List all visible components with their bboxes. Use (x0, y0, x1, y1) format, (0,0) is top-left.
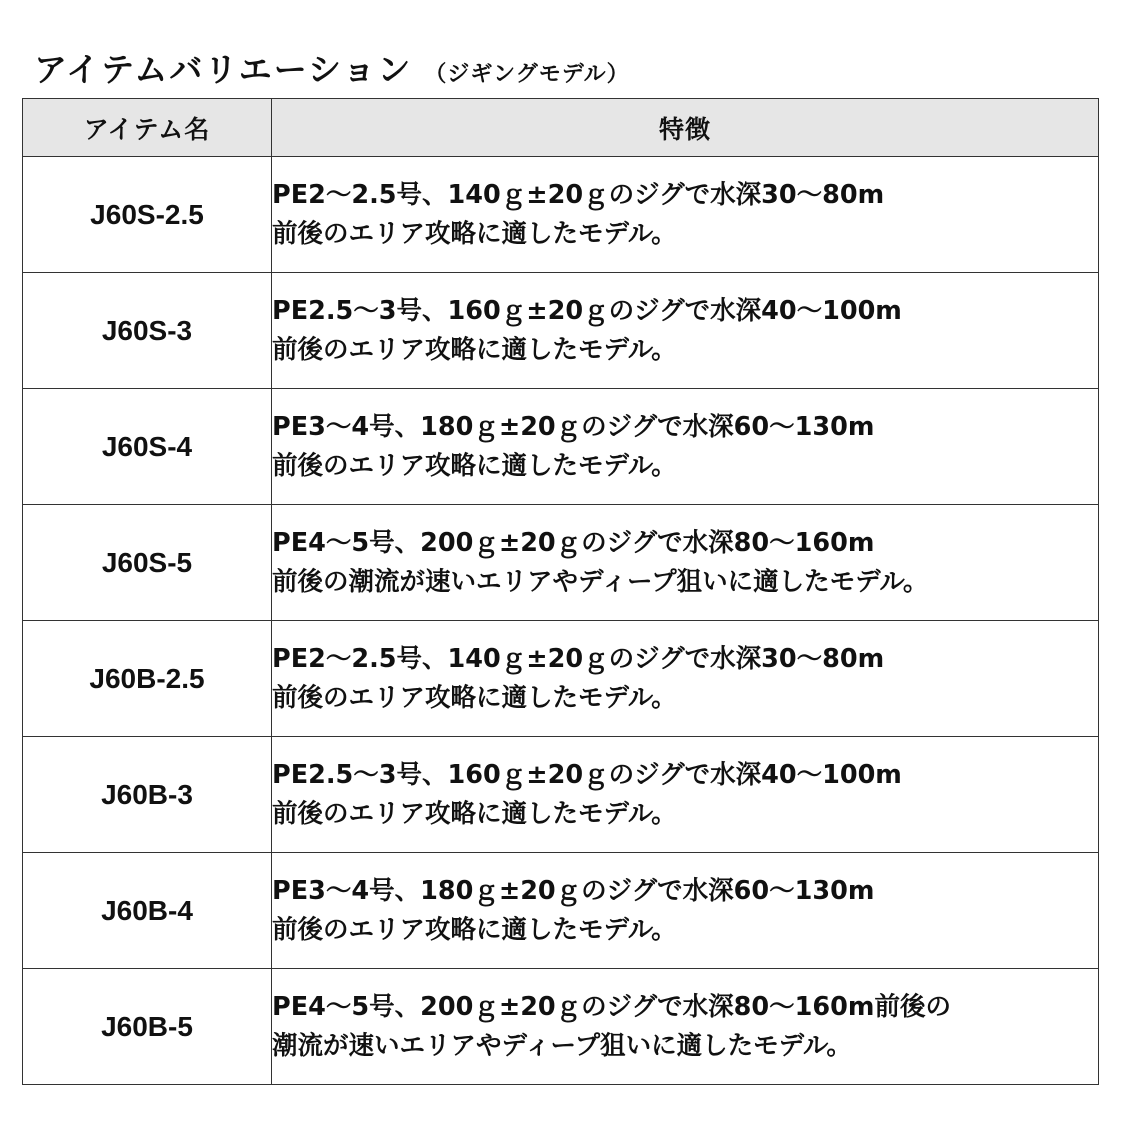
column-header-item-name: アイテム名 (23, 99, 272, 157)
item-feature-cell (272, 621, 1099, 737)
table-row (23, 505, 1099, 621)
feature-line: PE2〜2.5号、140ｇ±20ｇのジグで水深30〜80m (272, 179, 885, 210)
item-feature-cell (272, 505, 1099, 621)
feature-line: 前後のエリア攻略に適したモデル。 (272, 218, 677, 249)
feature-line: 前後のエリア攻略に適したモデル。 (272, 450, 677, 481)
item-feature-cell (272, 157, 1099, 273)
table-row (23, 969, 1099, 1085)
page-title (34, 44, 630, 94)
item-feature-cell (272, 389, 1099, 505)
feature-line: PE3〜4号、180ｇ±20ｇのジグで水深60〜130m (272, 875, 875, 906)
feature-line: 前後のエリア攻略に適したモデル。 (272, 798, 677, 829)
item-name-cell: J60S-3 (23, 273, 272, 389)
table-row (23, 737, 1099, 853)
table-row (23, 273, 1099, 389)
item-feature-cell (272, 969, 1099, 1085)
table-row (23, 621, 1099, 737)
feature-line: PE2.5〜3号、160ｇ±20ｇのジグで水深40〜100m (272, 295, 902, 326)
feature-line: 前後のエリア攻略に適したモデル。 (272, 914, 677, 945)
item-name-cell: J60S-4 (23, 389, 272, 505)
feature-line: PE2〜2.5号、140ｇ±20ｇのジグで水深30〜80m (272, 643, 885, 674)
feature-line: PE4〜5号、200ｇ±20ｇのジグで水深80〜160m (272, 527, 875, 558)
item-name-cell: J60B-4 (23, 853, 272, 969)
feature-line: 潮流が速いエリアやディープ狙いに適したモデル。 (272, 1030, 852, 1061)
item-feature-cell (272, 737, 1099, 853)
table-row (23, 389, 1099, 505)
feature-line: 前後のエリア攻略に適したモデル。 (272, 334, 677, 365)
item-feature-cell (272, 273, 1099, 389)
table-row (23, 157, 1099, 273)
page-title-main: アイテムバリエーション (34, 50, 413, 89)
item-name-cell: J60S-2.5 (23, 157, 272, 273)
item-variation-table (22, 98, 1099, 1085)
item-name-cell: J60B-3 (23, 737, 272, 853)
feature-line: PE3〜4号、180ｇ±20ｇのジグで水深60〜130m (272, 411, 875, 442)
feature-line: 前後の潮流が速いエリアやディープ狙いに適したモデル。 (272, 566, 929, 597)
item-name-cell: J60B-5 (23, 969, 272, 1085)
feature-line: PE2.5〜3号、160ｇ±20ｇのジグで水深40〜100m (272, 759, 902, 790)
page-title-sub: （ジギングモデル） (424, 62, 630, 87)
feature-line: 前後のエリア攻略に適したモデル。 (272, 682, 677, 713)
feature-line: PE4〜5号、200ｇ±20ｇのジグで水深80〜160m前後の (272, 991, 951, 1022)
column-header-feature: 特徴 (272, 99, 1099, 157)
item-name-cell: J60S-5 (23, 505, 272, 621)
item-name-cell: J60B-2.5 (23, 621, 272, 737)
table-row (23, 853, 1099, 969)
item-feature-cell (272, 853, 1099, 969)
table-header-row (23, 99, 1099, 157)
